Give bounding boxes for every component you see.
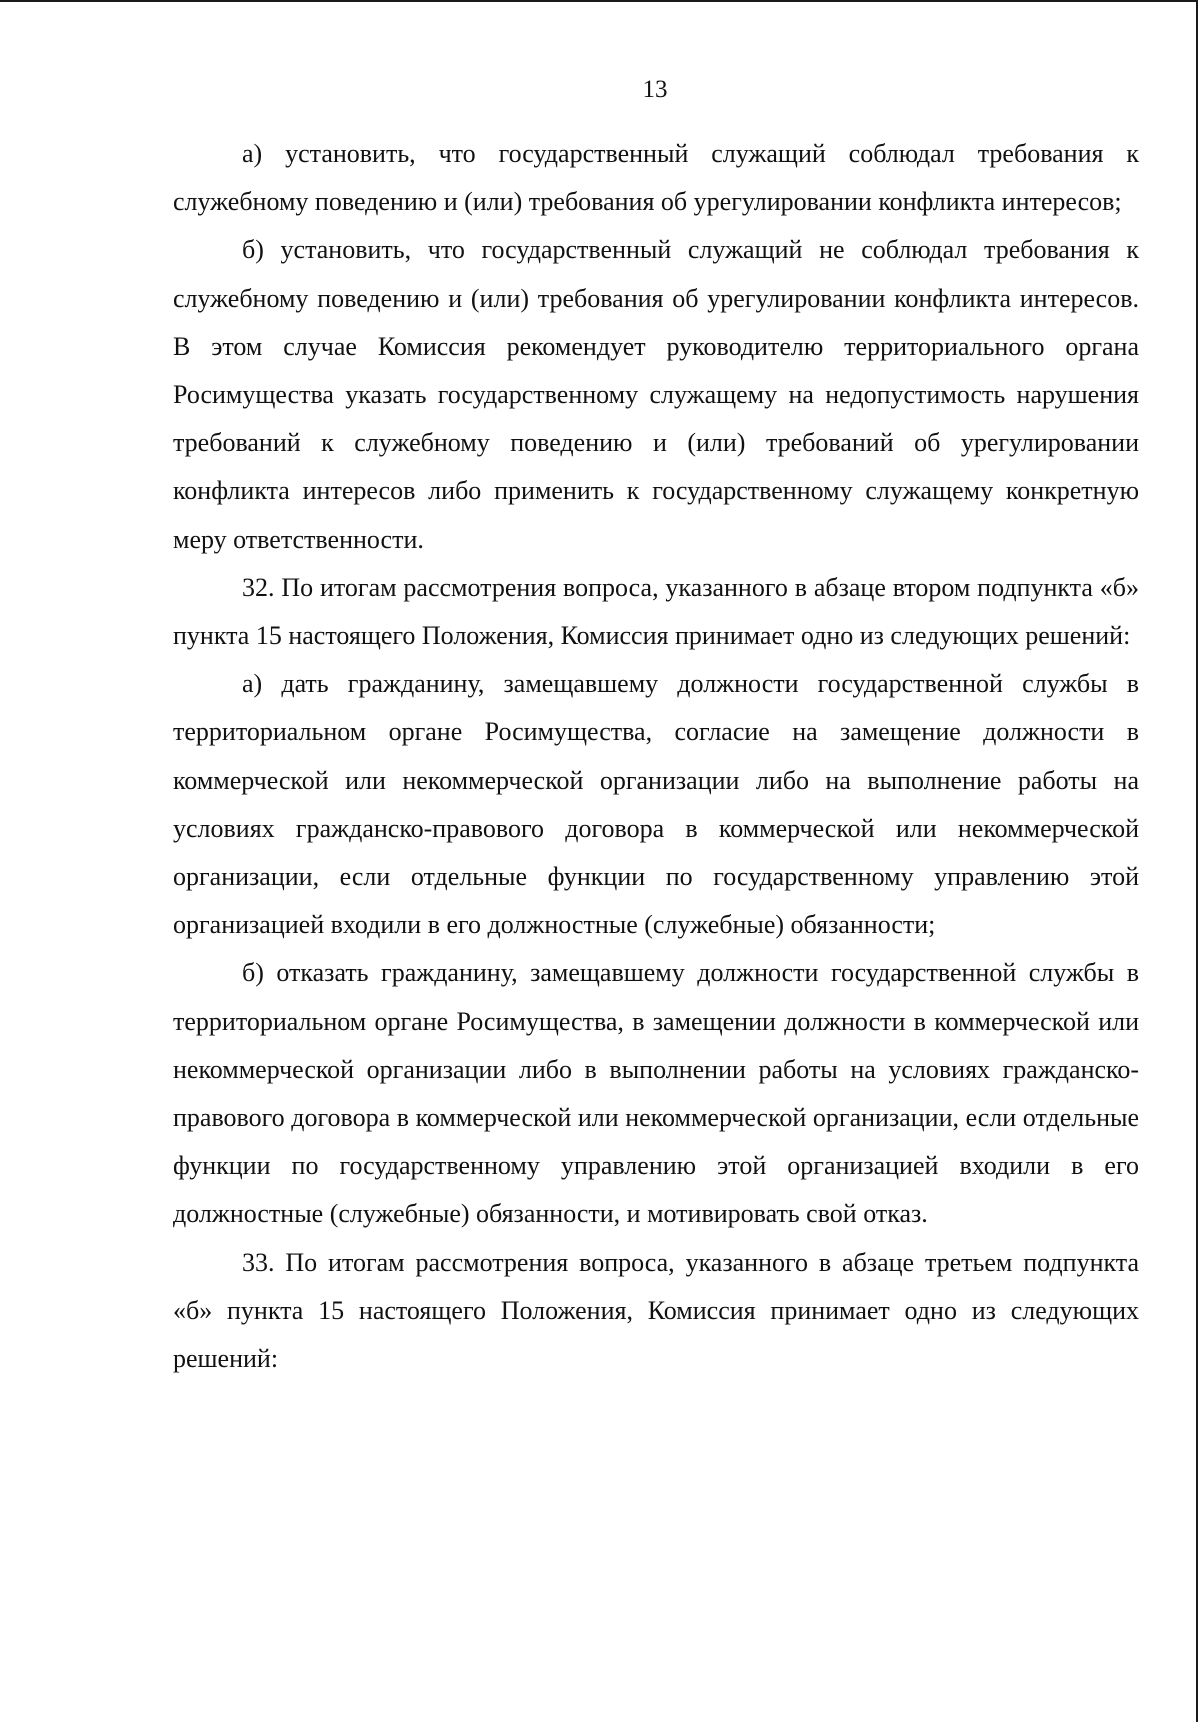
paragraph-item-b-established-noncompliance: б) установить, что государственный служащий не соблюдал требования к служебному поведению и (или) требования об урегулировании конфликта интересов. В этом случае Комиссия рекомендует руководителю территориального органа Росимущества указать государственному служащему на недопустимость нарушения требований к служебному поведению и (или) требований об урегулировании конфликта интересов либо применить к государственному служащему конкретную меру ответственности.	[173, 235, 1139, 554]
paragraph-item-a-established-compliance: а) установить, что государственный служащий соблюдал требования к служебному поведению и (или) требования об урегулировании конфликта интересов;	[173, 139, 1139, 217]
page-number: 13	[642, 76, 668, 103]
document-body	[173, 130, 1139, 1383]
paragraph-clause-32: 32. По итогам рассмотрения вопроса, указанного в абзаце втором подпункта «б» пункта 15 настоящего Положения, Комиссия принимает одно из следующих решений:	[173, 572, 1139, 651]
paragraph-clause-32-item-b: б) отказать гражданину, замещавшему должности государственной службы в территориальном органе Росимущества, в замещении должности в коммерческой или некоммерческой организации либо в выполнении работы на условиях гражданско-правового договора в коммерческой или некоммерческой организации, если отдельные функции по государственному управлению этой организацией входили в его должностные (служебные) обязанности, и мотивировать свой отказ.	[173, 958, 1139, 1229]
paragraph-clause-32-item-a: а) дать гражданину, замещавшему должности государственной службы в территориальном органе Росимущества, согласие на замещение должности в коммерческой или некоммерческой организации либо на выполнение работы на условиях гражданско-правового договора в коммерческой или некоммерческой организации, если отдельные функции по государственному управлению этой организацией входили в его должностные (служебные) обязанности;	[173, 669, 1139, 940]
paragraph-clause-33: 33. По итогам рассмотрения вопроса, указанного в абзаце третьем подпункта «б» пункта 15 настоящего Положения, Комиссия принимает одно из следующих решений:	[173, 1247, 1139, 1374]
